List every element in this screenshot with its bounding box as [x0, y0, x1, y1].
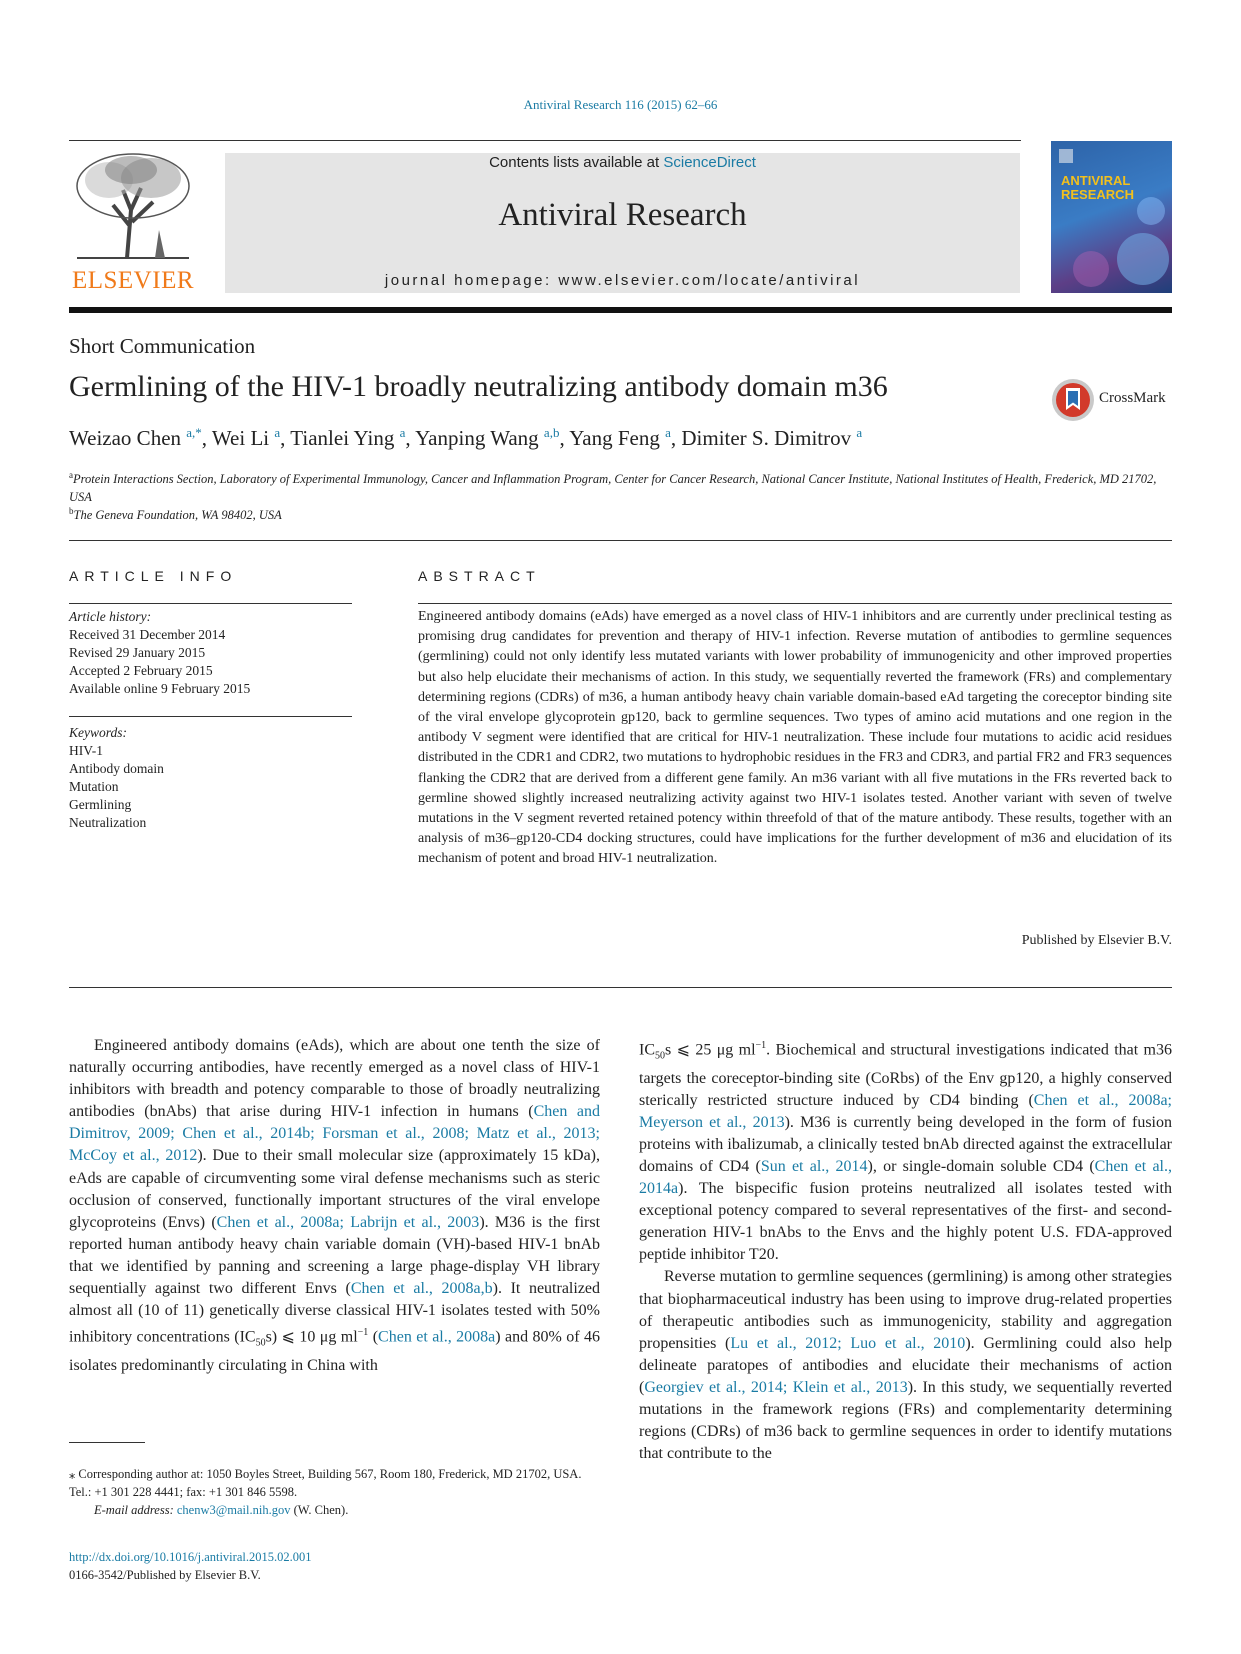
keyword: HIV-1: [69, 743, 104, 758]
masthead-bottom-rule: [69, 307, 1172, 313]
corresponding-author-footnote: [69, 1465, 600, 1519]
citation-link[interactable]: Sun et al., 2014: [760, 1157, 868, 1175]
citation-link[interactable]: Chen et al., 2008a,b: [350, 1280, 493, 1298]
affiliation-text: Protein Interactions Section, Laboratory of Experimental Immunology, Cancer and Inflammation Program, Center for Cancer Research, National Cancer Institute, National Institutes of Health, Frederick, MD 21702, USA: [69, 472, 1157, 505]
text-run: ). M36 is currently being developed in the form of fusion proteins with ibalizumab, a clinically tested bnAb directed against the extracellular domains of CD4 (: [639, 1113, 1172, 1175]
abstract-bottom-rule: [69, 987, 1172, 988]
history-label: Article history:: [69, 609, 152, 624]
author-name[interactable]: Yanping Wang: [415, 426, 539, 450]
text-run: s) ⩽ 10 μg ml: [265, 1328, 358, 1346]
affiliation-b: [69, 502, 1172, 524]
keywords-label: Keywords:: [69, 725, 127, 740]
citation-link[interactable]: Chen et al., 2008a; Labrijn et al., 2003: [216, 1213, 480, 1231]
citation-link[interactable]: Chen and Dimitrov, 2009; Chen et al., 2014b; Forsman et al., 2008; Matz et al., 2013; McCoy et al., 2012: [69, 1103, 600, 1165]
footnote-rule: [69, 1442, 145, 1443]
issn-line: 0166-3542/Published by Elsevier B.V.: [69, 1568, 261, 1582]
body-paragraph: [639, 1035, 1172, 1266]
citation-link[interactable]: Chen et al., 2008a: [378, 1328, 496, 1346]
keyword: Mutation: [69, 779, 119, 794]
article-type: Short Communication: [69, 334, 256, 358]
affiliation-a: [69, 466, 1172, 506]
text-run: . Biochemical and structural investigations indicated that m36 targets the coreceptor-binding site (CoRbs) of the Env gp120, a highly conserved sterically restricted structure induced by CD4 binding (: [639, 1041, 1173, 1109]
keywords-block: [69, 724, 352, 832]
text-run: ). Due to their small molecular size (approximately 15 kDa), eAds are capable of circumventing some viral defense mechanisms such as steric occlusion of conserved, functionally important structures of the viral envelope glycoproteins (Envs) (: [69, 1147, 601, 1231]
citation-link[interactable]: Lu et al., 2012; Luo et al., 2010: [730, 1334, 966, 1352]
text-run: ). M36 is the first reported human antibody heavy chain variable domain (VH)-based HIV-1 bnAb that we identified by panning and screening a large phage-display VH library sequentially against two different Envs (: [69, 1213, 601, 1298]
elsevier-wordmark: ELSEVIER: [71, 267, 195, 294]
keyword: Neutralization: [69, 815, 147, 830]
text-run: ). Germlining could also help delineate paratopes of antibodies and elucidate their mechanisms of action (: [639, 1334, 1173, 1396]
contents-prefix: Contents lists available at: [489, 154, 664, 171]
text-run: ), or single-domain soluble CD4 (: [867, 1157, 1095, 1175]
subscript: 50: [655, 1050, 665, 1062]
author-affil-marker[interactable]: a,b: [543, 425, 560, 440]
author-affil-marker[interactable]: a: [856, 425, 863, 440]
author-name[interactable]: Dimiter S. Dimitrov: [681, 426, 852, 450]
subscript: 50: [255, 1337, 266, 1349]
keyword: Germlining: [69, 797, 132, 812]
body-paragraph: [69, 1035, 600, 1377]
email-suffix: (W. Chen).: [290, 1503, 349, 1517]
email-label: E-mail address:: [94, 1503, 177, 1517]
abstract-heading: ABSTRACT: [418, 568, 541, 584]
affiliation-text: The Geneva Foundation, WA 98402, USA: [73, 508, 282, 523]
header-section-divider: [69, 540, 1172, 541]
doi-link[interactable]: http://dx.doi.org/10.1016/j.antiviral.2015.02.001: [69, 1550, 312, 1564]
text-run: s ⩽ 25 μg ml: [665, 1041, 756, 1059]
header-rule: [69, 140, 1021, 141]
paper-title: Germlining of the HIV-1 broadly neutralizing antibody domain m36: [69, 370, 888, 403]
article-info-rule: [69, 603, 352, 604]
journal-homepage[interactable]: journal homepage: www.elsevier.com/locate/antiviral: [384, 272, 861, 289]
text-run: Reverse mutation to germline sequences (germlining) is among other strategies that biopharmaceutical industry has been using to improve drug-related properties of therapeutic antibodies such as immunogenicity, stability and aggregation propensities (: [639, 1268, 1172, 1352]
author-name[interactable]: Weizao Chen: [69, 426, 182, 450]
author-list: Weizao Chen $^{a,*}$, Wei Li $^a$, Tianlei Ying $^a$, Yanping Wang $^{a,b}$, Yang Feng $^a$, Dimiter S. Dimitrov $^a$: [69, 425, 863, 450]
available-date: Available online 9 February 2015: [69, 681, 251, 696]
journal-cover-image[interactable]: [1051, 141, 1172, 293]
author-name[interactable]: Yang Feng: [569, 426, 660, 450]
author-affil-marker[interactable]: a: [665, 425, 671, 440]
text-run: ). It neutralized almost all (10 of 11) genetically diverse classical HIV-1 isolates tested with 50% inhibitory concentrations (IC: [69, 1280, 601, 1346]
article-history: [69, 608, 352, 698]
superscript: −1: [357, 1327, 369, 1339]
text-run: ). The bispecific fusion proteins neutralized all isolates tested with exceptional potency compared to several representatives of the first- and second-generation HIV-1 bnAbs to the Envs and the highly potent U.S. FDA-approved peptide inhibitor T20.: [639, 1180, 1172, 1264]
article-info-heading: ARTICLE INFO: [69, 568, 238, 584]
journal-reference[interactable]: Antiviral Research 116 (2015) 62–66: [523, 97, 718, 112]
text-run: (: [368, 1328, 379, 1346]
crossmark-label: CrossMark: [1099, 390, 1166, 406]
corresponding-author-text: ⁎ Corresponding author at: 1050 Boyles Street, Building 567, Room 180, Frederick, MD 21702, USA. Tel.: +1 301 228 4441; fax: +1 301 846 5598.: [69, 1467, 582, 1499]
body-column-left: [69, 1035, 600, 1377]
keyword: Antibody domain: [69, 761, 164, 776]
journal-name: Antiviral Research: [498, 197, 747, 233]
body-paragraph: [639, 1266, 1172, 1465]
contents-line: [225, 154, 1020, 171]
text-run: ) and 80% of 46 isolates predominantly circulating in China with: [69, 1328, 601, 1374]
citation-link[interactable]: Georgiev et al., 2014; Klein et al., 2013: [644, 1378, 908, 1396]
email-link[interactable]: chenw3@mail.nih.gov: [176, 1503, 291, 1517]
accepted-date: Accepted 2 February 2015: [69, 663, 213, 678]
text-run: Engineered antibody domains (eAds), which are about one tenth the size of naturally occurring antibodies, have recently emerged as a novel class of HIV-1 inhibitors with breadth and potency comparable to those of broadly neutralizing antibodies (bnAbs) that arise during HIV-1 infection in humans (: [69, 1037, 600, 1121]
text-run: ). In this study, we sequentially reverted mutations in the framework regions (FRs) and complementarity determining regions (CDRs) of m36 back to germline sequences in order to identify mutations that contribute to the: [639, 1378, 1173, 1463]
cover-title: ANTIVIRAL RESEARCH: [1061, 173, 1134, 202]
affiliation-marker: a: [69, 470, 73, 480]
cover-art-icon: [1051, 141, 1172, 293]
elsevier-logo[interactable]: [69, 150, 197, 295]
keywords-rule: [69, 716, 352, 717]
text-run: IC: [639, 1041, 655, 1059]
affiliation-marker: b: [69, 506, 74, 516]
citation-link[interactable]: Chen et al., 2014a: [639, 1157, 1172, 1198]
abstract-rule: [418, 603, 1172, 604]
received-date: Received 31 December 2014: [69, 627, 226, 642]
published-by: Published by Elsevier B.V.: [1021, 933, 1172, 948]
sciencedirect-link[interactable]: ScienceDirect: [663, 154, 756, 171]
superscript: −1: [755, 1040, 767, 1051]
body-column-right: [639, 1035, 1172, 1465]
elsevier-tree-icon: [69, 150, 197, 262]
author-affil-marker[interactable]: a,*: [186, 425, 202, 440]
author-affil-marker[interactable]: a: [399, 425, 406, 440]
author-name[interactable]: Wei Li: [211, 426, 270, 450]
author-affil-marker[interactable]: a: [274, 425, 281, 440]
revised-date: Revised 29 January 2015: [69, 645, 206, 660]
abstract-text: Engineered antibody domains (eAds) have emerged as a novel class of HIV-1 inhibitors and are currently under preclinical testing as promising drug candidates for prevention and therapy of HIV-1 infection. Reverse mutation of antibodies to germline sequences (germlining) could not only identify less mutated variants with lower probability of immunogenicity and other improved properties but also help elucidate their mechanisms of action. In this study, we sequentially reverted the framework (FRs) and complementary determining regions (CDRs) of m36, a human antibody heavy chain variable domain-based eAd targeting the coreceptor binding site of the viral envelope glycoprotein gp120, back to germline sequences. Two types of amino acid mutations and one region in the antibody V segment were identified that are critical for HIV-1 neutralization. These include four mutations to acidic acid residues distributed in the CDR1 and CDR2, two mutations to hydrophobic residues in the FR3 and CDR3, and partial FR2 and FR3 sequences flanking the CDR2 that are derived from a different gene family. An m36 variant with all five mutations in the FRs reverted back to germline showed slightly increased neutralizing activity against two HIV-1 isolates tested. Another variant with seven of twelve mutations in the V segment reverted retained potency within threefold of that of the mature antibody. These results, together with an analysis of m36–gp120-CD4 docking structures, could have implications for the further development of m36 and elucidation of its mechanism of potent and broad HIV-1 neutralization.: [418, 609, 1172, 867]
crossmark-icon: [1051, 378, 1095, 422]
citation-link[interactable]: Chen et al., 2008a; Meyerson et al., 2013: [639, 1091, 1172, 1131]
doi-block: [69, 1548, 311, 1584]
author-name[interactable]: Tianlei Ying: [290, 426, 395, 450]
crossmark-badge[interactable]: [1051, 378, 1176, 424]
email-line: [69, 1501, 600, 1519]
